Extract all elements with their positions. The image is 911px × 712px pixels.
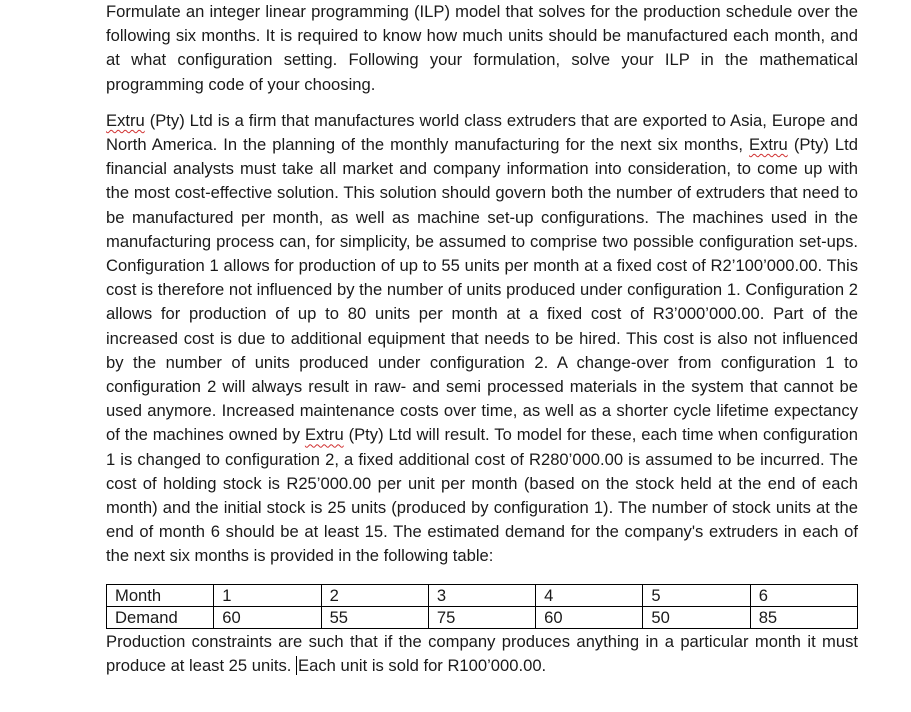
table-row-header: Month [107,584,214,606]
spellcheck-word[interactable]: Extru [749,135,788,155]
table-row-header: Demand [107,606,214,628]
closing-text-2: Each unit is sold for R100’000.00. [298,655,547,675]
table-cell: 2 [321,584,428,606]
closing-text-1: Production constraints are such that if the company produces anything in a particular month it must produce at least 25 units. [106,631,858,675]
spellcheck-word[interactable]: Extru [106,110,145,130]
table-cell: 85 [750,606,857,628]
table-cell: 60 [214,606,321,628]
document-page [106,0,858,678]
table-cell: 4 [536,584,643,606]
problem-paragraph [106,109,858,569]
text-cursor [296,656,297,675]
intro-paragraph: Formulate an integer linear programming (ILP) model that solves for the production schedule over the following six months. It is required to know how much units should be manufactured each month, and at what configuration setting. Following your formulation, solve your ILP in the mathematical programming code of your choosing. [106,2,858,94]
closing-paragraph [106,630,858,678]
table-cell: 1 [214,584,321,606]
table-cell: 6 [750,584,857,606]
table-cell: 50 [643,606,750,628]
table-cell: 5 [643,584,750,606]
table-cell: 3 [428,584,535,606]
table-cell: 60 [536,606,643,628]
table-row-month [107,584,858,606]
problem-text-3: (Pty) Ltd will result. To model for these, each time when configuration 1 is changed to configuration 2, a fixed additional cost of R280’000.00 is assumed to be incurred. The cost of holding stock is R25’000.00 per unit per month (based on the stock held at the end of each month) and the initial stock is 25 units (produced by configuration 1). The number of stock units at the end of month 6 should be at least 15. The estimated demand for the company's extruders in each of the next six months is provided in the following table: [106,425,858,566]
table-cell: 55 [321,606,428,628]
demand-table [106,584,858,629]
problem-text-2: (Pty) Ltd financial analysts must take all market and company information into consideration, to come up with the most cost-effective solution. This solution should govern both the number of extruders that need to be manufactured per month, as well as machine set-up configurations. The machines used in the manufacturing process can, for simplicity, be assumed to comprise two possible configuration set-ups. Configuration 1 allows for production of up to 55 units per month at a fixed cost of R2’100’000.00. This cost is therefore not influenced by the number of units produced under configuration 1. Configuration 2 allows for production of up to 80 units per month at a fixed cost of R3’000’000.00. Part of the increased cost is due to additional equipment that needs to be hired. This cost is also not influenced by the number of units produced under configuration 2. A change-over from configuration 1 to configuration 2 will always result in raw- and semi processed materials in the system that cannot be used anymore. Increased maintenance costs over time, as well as a shorter cycle lifetime expectancy of the machines owned by [106,135,858,445]
spellcheck-word[interactable]: Extru [304,425,344,445]
table-row-demand [107,606,858,628]
table-cell: 75 [428,606,535,628]
problem-text-1: (Pty) Ltd is a firm that manufactures world class extruders that are exported to Asia, Europe and North America. In the planning of the monthly manufacturing for the next six months, [106,110,858,155]
